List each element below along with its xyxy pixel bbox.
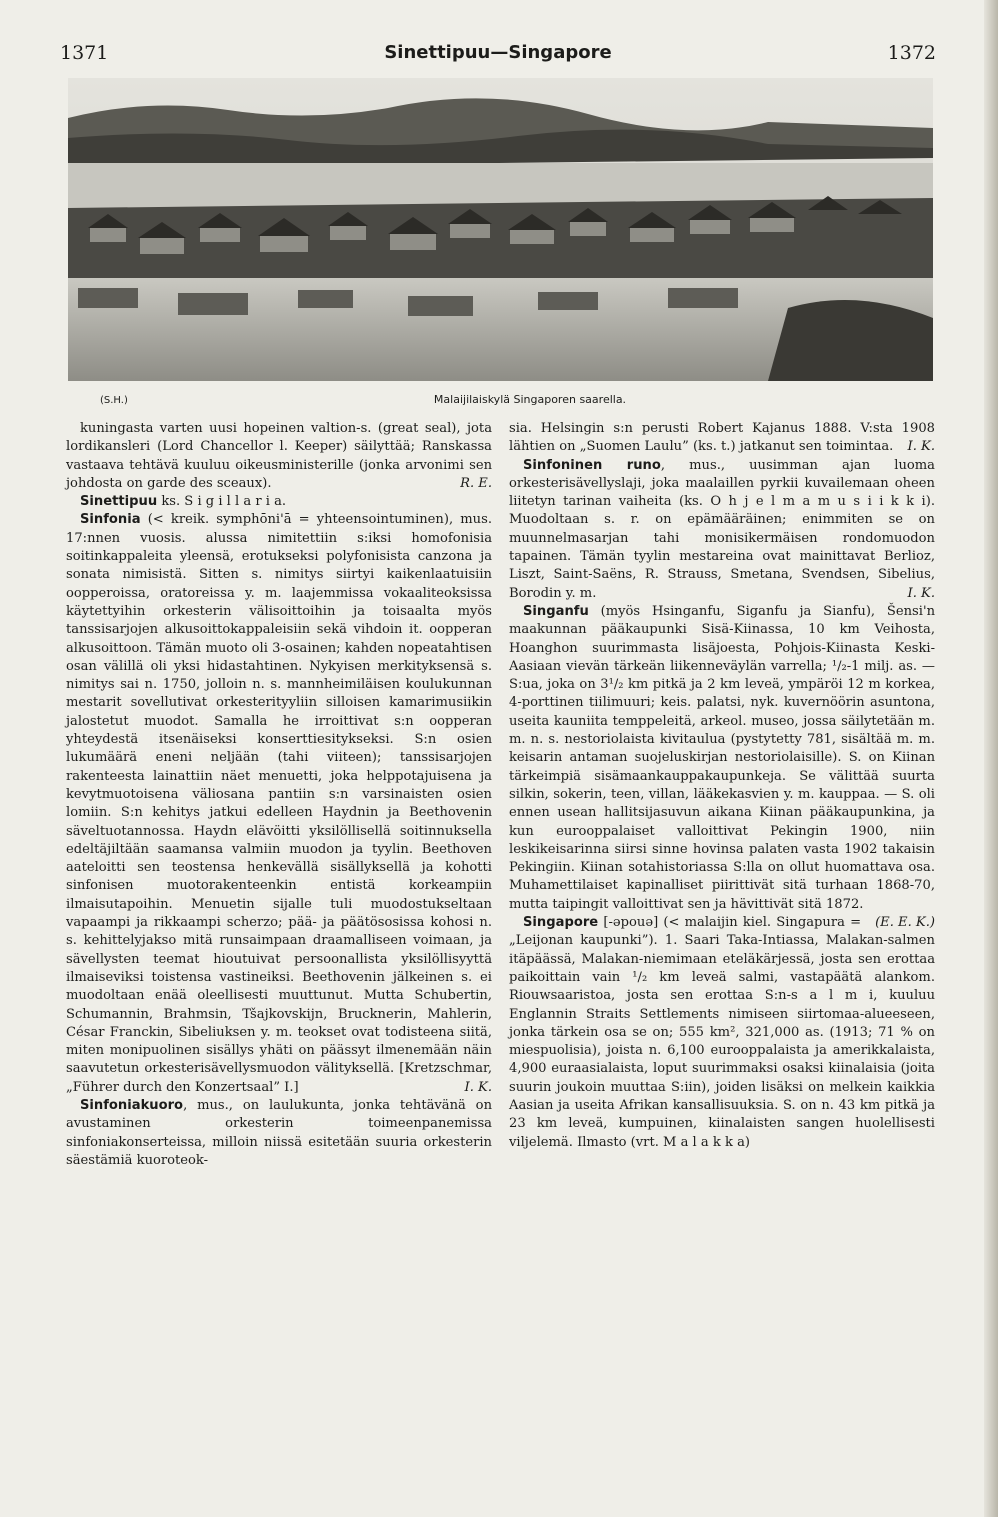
village-photograph — [68, 78, 933, 381]
entry-sinettipuu: Sinettipuu ks. S i g i l l a r i a. — [80, 494, 287, 510]
entry-singapore: Singapore [-əpouə] (< malaijin kiel. Singapura = „Leijonan kaupunki”). 1. Saari Taka-Intiassa, Malakan-salmen itäpäässä, Malakan-niemimaan eteläkärjessä, josta sen erottaa paikoittain vain ¹/₂ km leveä salmi, vastapäätä alankom. Riouwsaaristoa, josta sen erottaa S:n-s a l m i, kuuluu Englannin Straits Settlements nimiseen siirtomaa-alueeseen, jonka tärkein osa se on; 555 km², 321,000 as. (1913; 71 % on miespuolisia), joista n. 6,100 eurooppalaista ja amerikkalaista, 4,900 euraasialaista, loput suurimmaksi osaksi kiinalaisia (joita suurin joukoin muuttaa S:iin), joiden lisäksi on melkein kaikkia Aasian ja useita Afrikan kansallisuuksia. S. on n. 43 km pitkä ja 23 km leveä, kumpuinen, kiinalaisten sangen huolellisesti viljelemä. Ilmasto (vrt. M a l a k k a) — [509, 915, 935, 1150]
page-number-left: 1371 — [60, 42, 109, 64]
entry-sinfoniakuoro: Sinfoniakuoro, mus., on laulukunta, jonka tehtävänä on avustaminen orkesterin toimeenpanemissa sinfoniakonserteissa, milloin niissä esitetään suuria orkesterin säestämiä kuoroteok- — [66, 1097, 492, 1168]
entry-paragraph: kuningasta varten uusi hopeinen valtion-s. (great seal), jota lordikansleri (Lord Chancellor l. Keeper) säilyttää; Ranskassa vastaava tehtävä kuuluu oikeusministerille (jonka arvonimi sen johdosta on garde des sceaux). R. E. — [66, 421, 492, 491]
page-number-right: 1372 — [887, 42, 936, 64]
left-column — [66, 420, 492, 1170]
page-header — [60, 42, 936, 68]
running-title: Sinettipuu—Singapore — [384, 42, 612, 63]
entry-continuation: sia. Helsingin s:n perusti Robert Kajanus 1888. V:sta 1908 lähtien on „Suomen Laulu” (ks. t.) jatkanut sen toimintaa. I. K. — [509, 421, 935, 455]
entry-sinfonia: Sinfonia (< kreik. symphōni'ā = yhteensointuminen), mus. 17:nnen vuosis. alussa nimitettiin s:iksi homofonisia soitinkappaleita yleensä, erotukseksi polyfonisista canzona ja sonata nimisistä. Sitten s. nimitys siirtyi kaikenlaatuisiin oopperoissa, oratoreissa y. m. laajemmissa vokaaliteoksissa käytettyihin orkesterin välisoittoihin ja toisaalta myös tanssisarjojen alkusoittokappaleisiin sekä vihdoin it. oopperan alkusoittoon. Tämän muoto oli 3-osainen; kahden nopeatahtisen osan välillä oli yksi hidastahtinen. Nykyisen merkityksensä s. nimitys sai n. 1750, jolloin n. s. mannheimiläisen koulukunnan mestarit sovellutivat orkesterityyliin silloisen kamarimusiikin jalostetut muodot. Samalla he irroittivat s:n oopperan yhteydestä itsenäiseksi konserttiesitykseksi. S:n osien lukumäärä eneni neljään (tahi viiteen); tanssisarjojen rakenteesta lainattiin näet menuetti, joka helppotajuisena ja kevytmuotoisena väliosana pantiin s:n varsinaisten osien lomiin. S:n kehitys jatkui edelleen Haydnin ja Beethovenin säveltuotannossa. Haydn elävöitti yksilöllisellä soitinnuksella edeltäjiltään saamansa valmiin muodon ja tyylin. Beethoven aateloitti sen teostensa henkevällä sisällyksellä ja kohotti sinfonisen muotorakenteenkin entistä korkeampiin ilmaisutapoihin. Menuetin sijalle tuli muodostukseltaan vapaampi ja rikkaampi scherzo; pää- ja päätösosissa kohosi n. s. kehittelyjakso mitä runsaimpaan draamalliseen voimaan, ja sävellysten teemat hioutuivat persoonallista yksilöllisyyttä ilmaiseviksi toistensa vastineiksi. Beethovenin jälkeinen s. ei muodoltaan enää oleellisesti muuttunut. Mutta Schubertin, Schumannin, Brahmsin, Tšajkovskijn, Brucknerin, Mahlerin, César Franckin, Sibeliuksen y. m. teokset ovat todisteena siitä, miten monipuolinen sisällys yhäti on päässyt ilmenemään näin saavutetun orkesterisävellysmuodon välityksellä. [Kretzschmar, „Führer durch den Konzertsaal” I.] I. K. — [66, 512, 492, 1095]
photo-caption: Malaijilaiskylä Singaporen saarella. — [433, 393, 627, 406]
entry-singanfu: Singanfu (myös Hsinganfu, Siganfu ja Sianfu), Šensi'n maakunnan pääkaupunki Sisä-Kiinassa, 10 km Veihosta, Hoanghon suurimmasta lisäjoesta, Pohjois-Kiinasta Keski-Aasiaan vievän tärkeän liikenneväylän varrella; ¹/₂-1 milj. as. — S:ua, joka on 3¹/₂ km pitkä ja 2 km leveä, ympäröi 12 m korkea, 4-porttinen tiilimuuri; keis. palatsi, nyk. kuvernöörin asuntona, useita kauniita temppeleitä, arkeol. museo, jossa säilytetään m. m. n. s. nestoriolaista kivitaulua (pystytetty 781, sisältää m. m. keisarin antaman suojeluskirjan nestoriolaisille). S. on Kiinan tärkeimpiä sisämaankauppakaupunkeja. Se välittää suurta silkin, sokerin, teen, villan, lääkekasvien y. m. kauppaa. — S. oli ennen usean hallitsijasuvun aikana Kiinan pääkaupunkina, ja kun eurooppalaiset valloittivat Pekingin 1900, niin leskikeisarinna siirsi sinne hovinsa palaten vasta 1902 takaisin Pekingiin. Kiinan sotahistoriassa S:lla on ollut huomattava osa. Muhamettilaiset kapinalliset piirittivät sitä turhaan 1868-70, mutta taipingit valloittivat sen ja hävittivät sitä 1872. (E. E. K.) — [509, 603, 935, 931]
page-edge — [984, 0, 998, 1517]
right-column — [509, 420, 935, 1152]
entry-sinfoninen-runo: Sinfoninen runo, mus., uusimman ajan luoma orkesterisävellyslaji, joka maalaillen pyrkii kuvailemaan oheen liitetyn tarinan vaiheita (ks. O h j e l m a m u s i i k k i). Muodoltaan s. r. on epämääräinen; enimmiten se on muunnelmasarjan tahi monisikermäisen rondomuodon tapainen. Tämän tyylin mestareina ovat mainittavat Berlioz, Liszt, Saint-Saëns, R. Strauss, Smetana, Svendsen, Sibelius, Borodin y. m. I. K. — [509, 457, 935, 601]
photo-credit: (S.H.) — [100, 395, 128, 406]
